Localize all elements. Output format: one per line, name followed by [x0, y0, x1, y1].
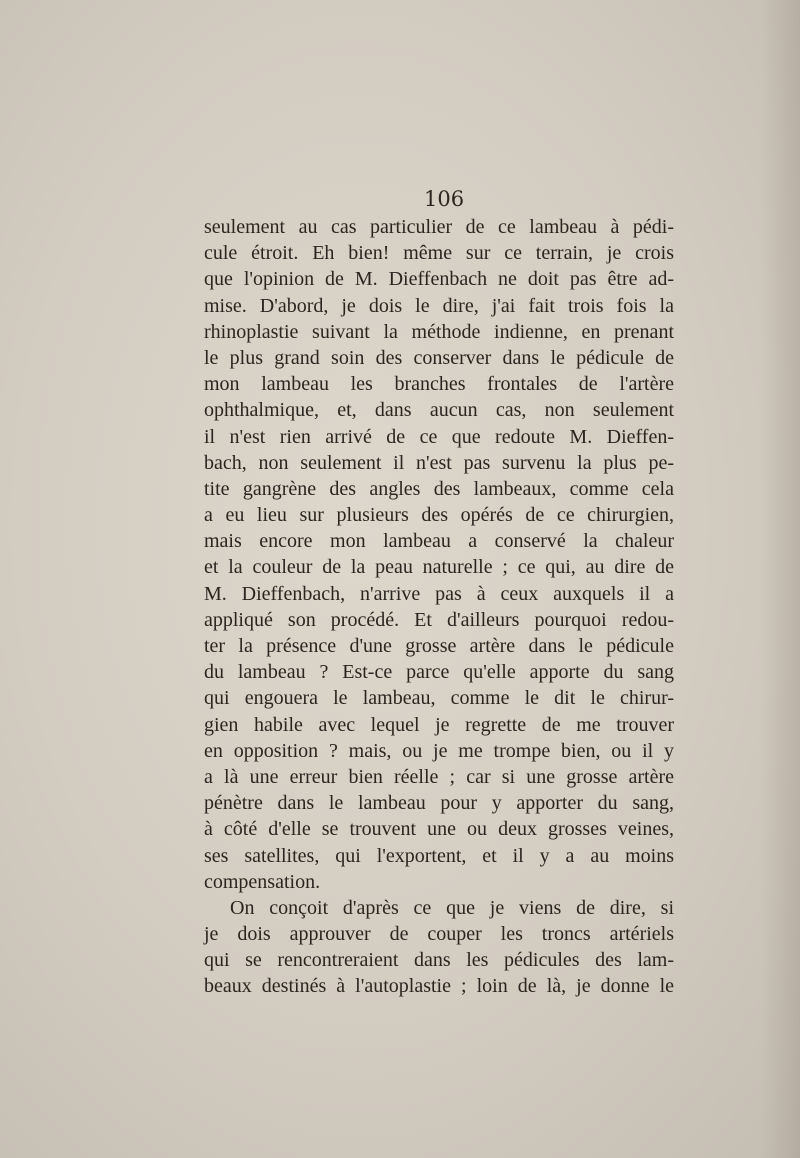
text-line: mais encore mon lambeau a conservé la chaleur	[204, 530, 674, 553]
page-number: 106	[424, 187, 465, 211]
text-line: beaux destinés à l'autoplastie ; loin de là, je donne le	[204, 975, 674, 998]
text-line: qui se rencontreraient dans les pédicules des lam-	[204, 949, 674, 972]
text-line: cule étroit. Eh bien! même sur ce terrain, je crois	[204, 242, 674, 265]
text-line: ter la présence d'une grosse artère dans le pédicule	[204, 635, 674, 657]
text-line: et la couleur de la peau naturelle ; ce qui, au dire de	[204, 556, 674, 579]
text-line: rhinoplastie suivant la méthode indienne, en prenant	[204, 320, 674, 343]
text-line: il n'est rien arrivé de ce que redoute M. Dieffen-	[204, 425, 674, 448]
text-line: mise. D'abord, je dois le dire, j'ai fait trois fois la	[204, 294, 674, 317]
text-line: seulement au cas particulier de ce lambeau à pédi-	[204, 216, 674, 238]
text-line: M. Dieffenbach, n'arrive pas à ceux auxquels il a	[204, 582, 674, 605]
text-line: bach, non seulement il n'est pas survenu la plus pe-	[204, 451, 674, 474]
text-line-paragraph-start: On conçoit d'après ce que je viens de dire, si	[230, 896, 674, 919]
body-text	[204, 214, 674, 1000]
text-line: que l'opinion de M. Dieffenbach ne doit pas être ad-	[204, 268, 674, 291]
text-line: tite gangrène des angles des lambeaux, comme cela	[204, 477, 674, 500]
text-line-paragraph-end: compensation.	[204, 870, 321, 893]
text-line: mon lambeau les branches frontales de l'artère	[204, 373, 674, 396]
text-line: en opposition ? mais, ou je me trompe bien, ou il y	[204, 739, 674, 762]
text-line: le plus grand soin des conserver dans le pédicule de	[204, 346, 674, 369]
text-line: ses satellites, qui l'exportent, et il y a au moins	[204, 844, 674, 867]
text-line: à côté d'elle se trouvent une ou deux grosses veines,	[204, 818, 674, 841]
text-line: a eu lieu sur plusieurs des opérés de ce chirurgien,	[204, 504, 674, 527]
text-line: je dois approuver de couper les troncs artériels	[204, 923, 674, 946]
text-line: gien habile avec lequel je regrette de me trouver	[204, 713, 674, 736]
text-line: ophthalmique, et, dans aucun cas, non seulement	[204, 399, 674, 422]
text-line: du lambeau ? Est-ce parce qu'elle apporte du sang	[204, 661, 674, 684]
text-line: appliqué son procédé. Et d'ailleurs pourquoi redou-	[204, 608, 674, 631]
text-line: qui engouera le lambeau, comme le dit le chirur-	[204, 687, 674, 710]
page-edge-shadow	[760, 0, 800, 1158]
text-line: pénètre dans le lambeau pour y apporter du sang,	[204, 792, 674, 815]
text-line: a là une erreur bien réelle ; car si une grosse artère	[204, 765, 674, 788]
